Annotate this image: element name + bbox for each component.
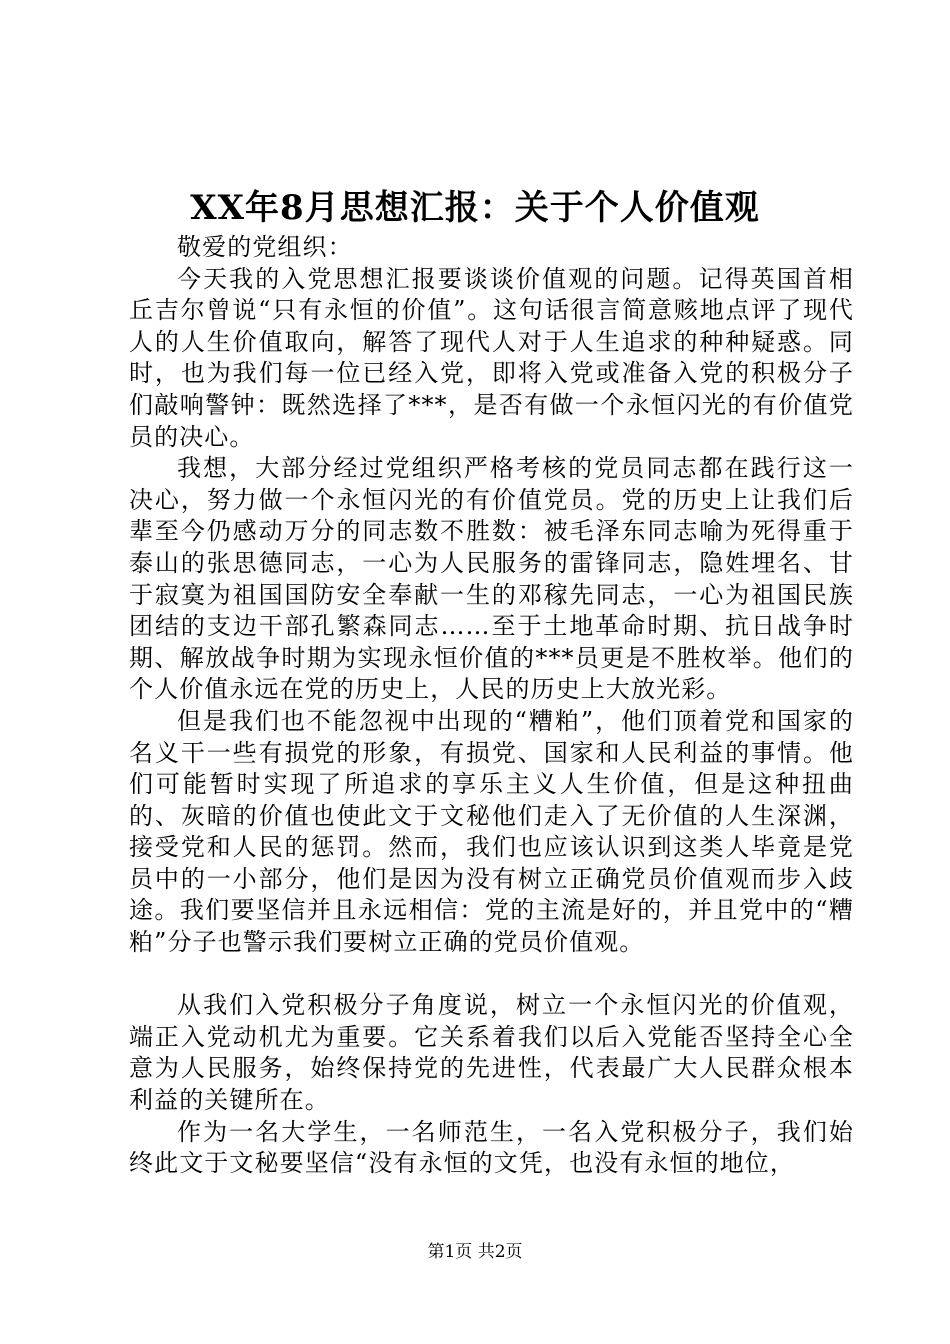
page-number-footer: 第1页 共2页 (427, 1242, 523, 1262)
document-title: XX年8月思想汇报：关于个人价值观 (190, 188, 760, 228)
salutation: 敬爱的党组织： (177, 233, 353, 261)
paragraph-2: 我想，大部分经过党组织严格考核的党员同志都在践行这一决心，努力做一个永恒闪光的有价值党员。党的历史上让我们后辈至今仍感动万分的同志数不胜数：被毛泽东同志喻为死得重于泰山的张思德同志，一心为人民服务的雷锋同志，隐姓埋名、甘于寂寞为祖国国防安全奉献一生的邓稼先同志，一心为祖国民族团结的支边干部孔繁森同志……至于土地革命时期、抗日战争时期、解放战争时期为实现永恒价值的***员更是不胜枚举。他们的个人价值永远在党的历史上，人民的历史上大放光彩。 (129, 454, 854, 704)
paragraph-1: 今天我的入党思想汇报要谈谈价值观的问题。记得英国首相丘吉尔曾说“只有永恒的价值”。这句话很言简意赅地点评了现代人的人生价值取向，解答了现代人对于人生追求的种种疑惑。同时，也为我们每一位已经入党，即将入党或准备入党的积极分子们敲响警钟：既然选择了***，是否有做一个永恒闪光的有价值党员的决心。 (129, 264, 854, 451)
document-body (129, 232, 854, 1180)
paragraph-4: 从我们入党积极分子角度说，树立一个永恒闪光的价值观，端正入党动机尤为重要。它关系着我们以后入党能否坚持全心全意为人民服务，始终保持党的先进性，代表最广大人民群众根本利益的关键所在。 (129, 991, 854, 1115)
paragraph-3: 但是我们也不能忽视中出现的“糟粕”，他们顶着党和国家的名义干一些有损党的形象，有损党、国家和人民利益的事情。他们可能暂时实现了所追求的享乐主义人生价值，但是这种扭曲的、灰暗的价值也使此文于文秘他们走入了无价值的人生深渊，接受党和人民的惩罚。然而，我们也应该认识到这类人毕竟是党员中的一小部分，他们是因为没有树立正确党员价值观而步入歧途。我们要坚信并且永远相信：党的主流是好的，并且党中的“糟粕”分子也警示我们要树立正确的党员价值观。 (129, 706, 854, 957)
paragraph-5: 作为一名大学生，一名师范生，一名入党积极分子，我们始终此文于文秘要坚信“没有永恒的文凭，也没有永恒的地位， (129, 1117, 854, 1178)
